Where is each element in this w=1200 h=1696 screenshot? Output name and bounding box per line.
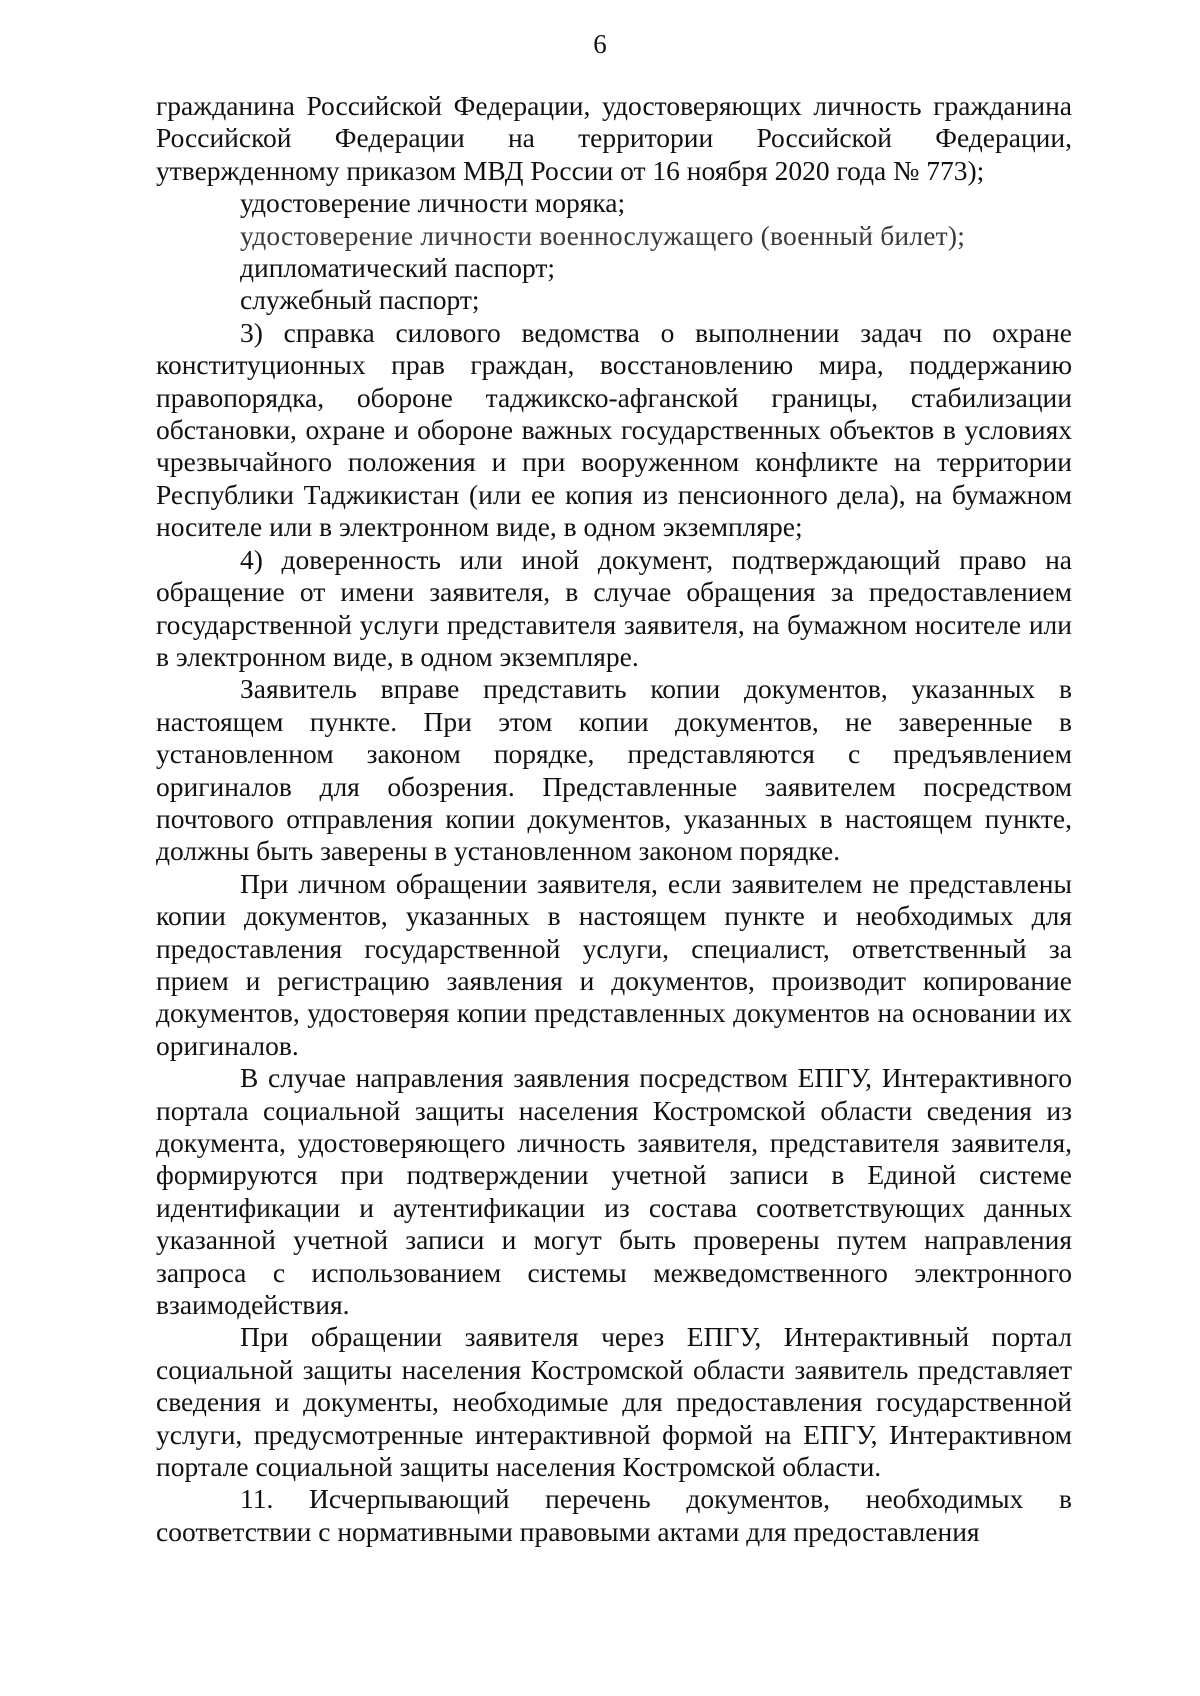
list-item-military-id: удостоверение личности военнослужащего (военный билет); (240, 219, 966, 251)
paragraph-item-4: 4) доверенность или иной документ, подтверждающий право на обращение от имени заявителя, в случае обращения за предоставлением государственной услуги представителя заявителя, на бумажном носителе или в электронном виде, в одном экземпляре. (156, 543, 1072, 672)
paragraph-continuation: гражданина Российской Федерации, удостоверяющих личность гражданина Российской Федерации на территории Российской Федерации, утвержденному приказом МВД России от 16 ноября 2020 года № 773); (156, 90, 1072, 186)
paragraph-copies: Заявитель вправе представить копии документов, указанных в настоящем пункте. При этом копии документов, не заверенные в установленном законом порядке, представляются с предъявлением оригиналов для обозрения. Представленные заявителем посредством почтового отправления копии документов, указанных в настоящем пункте, должны быть заверены в установленном законом порядке. (156, 673, 1072, 867)
paragraph-personal-visit: При личном обращении заявителя, если заявителем не представлены копии документов, указанных в настоящем пункте и необходимых для предоставления государственной услуги, специалист, ответственный за прием и регистрацию заявления и документов, производит копирование документов, удостоверяя копии представленных документов на основании их оригиналов. (156, 867, 1072, 1061)
list-item-seaman-id: удостоверение личности моряка; (240, 187, 626, 219)
list-item-service-passport: служебный паспорт; (240, 284, 480, 316)
paragraph-epgu-submission: В случае направления заявления посредством ЕПГУ, Интерактивного портала социальной защиты населения Костромской области сведения из документа, удостоверяющего личность заявителя, представителя заявителя, формируются при подтверждении учетной записи в Единой системе идентификации и аутентификации из состава соответствующих данных указанной учетной записи и могут быть проверены путем направления запроса с использованием системы межведомственного электронного взаимодействия. (156, 1062, 1072, 1321)
paragraph-item-3: 3) справка силового ведомства о выполнении задач по охране конституционных прав граждан, восстановлению мира, поддержанию правопорядка, обороне таджикско-афганской границы, стабилизации обстановки, охране и обороне важных государственных объектов в условиях чрезвычайного положения и при вооруженном конфликте на территории Республики Таджикистан (или ее копия из пенсионного дела), на бумажном носителе или в электронном виде, в одном экземпляре; (156, 316, 1072, 543)
paragraph-portal-submission: При обращении заявителя через ЕПГУ, Интерактивный портал социальной защиты населения Костромской области заявитель представляет сведения и документы, необходимые для предоставления государственной услуги, предусмотренные интерактивной формой на ЕПГУ, Интерактивном портале социальной защиты населения Костромской области. (156, 1321, 1072, 1483)
page-number: 6 (593, 29, 607, 59)
document-body (156, 90, 1072, 1548)
list-item-diplomatic-passport: дипломатический паспорт; (240, 252, 556, 284)
paragraph-section-11: 11. Исчерпывающий перечень документов, необходимых в соответствии с нормативными правовыми актами для предоставления (156, 1483, 1072, 1547)
